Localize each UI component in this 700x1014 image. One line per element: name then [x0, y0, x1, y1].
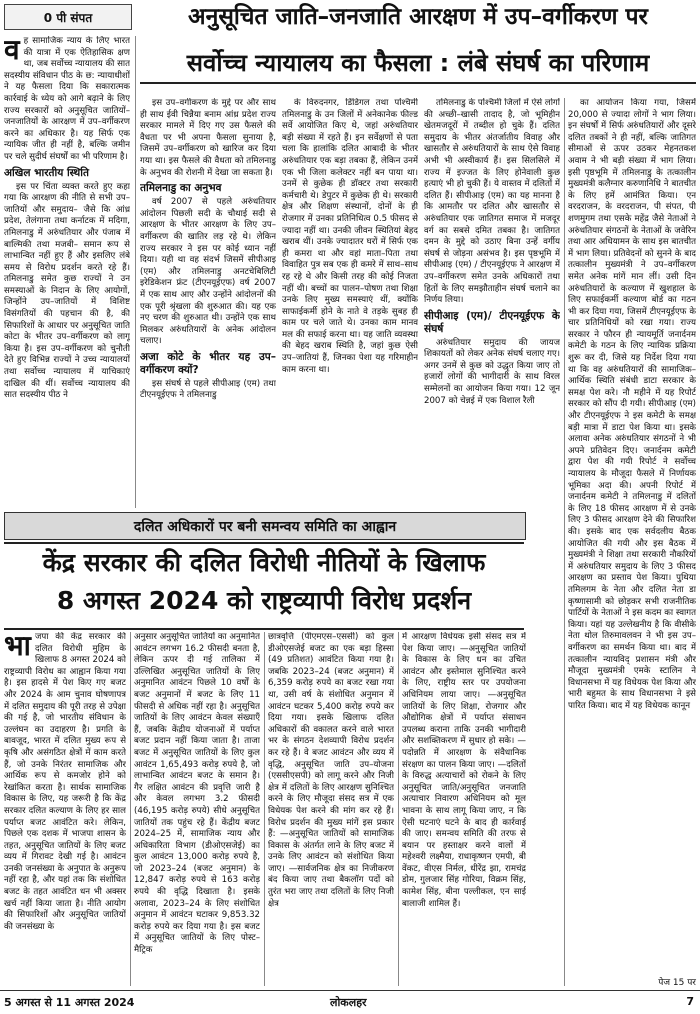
- article-subheading: सीपीआइ (एम)/ टीएनयूईएफ के संघर्ष: [424, 309, 560, 335]
- article-paragraph: वर्ष 2007 से पहले अरुंधतियार आंदोलन पिछली सदी के चौथाई सदी से आरक्षण के भीतर आरक्षण के लिए उप–वर्गीकरण की खातिर लड़ रहे थे। लेकिन राज्य सरकार ने इस पर कोई ध्यान नहीं दिया। यही था वह संदर्भ जिसमें सीपीआइ (एम) और तमिलनाडु अनटचेबिलिटी इरेडिकेशन फ्रंट (टीएनयूईएफ) वर्ष 2007 में एक साथ आए और उन्होंने आंदोलनों की एक पूरी श्रृंखला की शुरुआत की। यह एक नए चरण की शुरुआत थी। उन्होंने एक साथ मिलकर अरुंधतियारों के अनेक आंदोलन चलाए।: [140, 197, 276, 347]
- article-paragraph: अरुंधतियार समुदाय की जायज शिकायतों को लेकर अनेक संघर्ष चलाए गए। अगर उनमें से कुछ को उद्धृत किया जाए तो हजारों लोगों की भागीदारी के साथ विरल सम्मेलनों का आयोजन किया गया। 12 जून 2007 को चेन्नई में एक विशाल रैली: [424, 337, 560, 406]
- box-dropcap: भा: [4, 632, 31, 662]
- headline-line-1: अनुसूचित जाति–जनजाति आरक्षण में उप–वर्गीकरण पर: [188, 4, 648, 30]
- box-column-1: [4, 632, 126, 986]
- box-column-4: [402, 632, 526, 986]
- article-paragraph: इस पर चिंता व्यक्त करते हुए कहा गया कि आरक्षण की नीति से सभी उप–जातियों और समुदाय– जैसे कि आंध्र प्रदेश, तेलंगाना तथा कर्नाटक में मदिगा, तमिलनाडु में अरुंधतियार और पंजाब में बाल्मिकी तथा मजबी– समान रूप से लाभान्वित नहीं हुए हैं और इसलिए लंबे समय से विरोध प्रदर्शन करते रहे हैं। तमिलनाडु समेत कुछ राज्यों ने उन समस्याओं के निदान के लिए आयोगों, जिन्होंने उप–जातियों में विशिष्ट विसंगतियों की पहचान की है, की सिफारिशों के आधार पर अनुसूचित जाति कोटा के भीतर उप–वर्गीकरण को लागू किया है। इस उप–वर्गीकरण को चुनौती देते हुए विभिन्न राज्यों ने उच्च न्यायालयों तथा सर्वोच्च न्यायालय में याचिकाएं दाखिल की थीं। सर्वोच्च न्यायालय की सात सदस्यीय पीठ ने: [4, 181, 130, 401]
- box-paragraph: में आरक्षण विधेयक इसी संसद सत्र में पेश किया जाए। —अनुसूचित जातियों के विकास के लिए धन का उचित आवंटन और इस्तेमाल सुनिश्चित करने के लिए, राष्ट्रीय स्तर पर उपयोजना अधिनियम लाया जाए। —अनुसूचित जातियों के लिए शिक्षा, रोजगार और औद्योगिक क्षेत्रों में पर्याप्त संसाधन उपलब्ध कराना ताकि उनकी भागीदारी और सशक्तिकरण में सुधार हो सके। —पदोन्नति में आरक्षण के संवैधानिक संरक्षण का पालन किया जाए। —दलितों के विरुद्ध अत्याचारों को रोकने के लिए अनुसूचित जाति/अनुसूचित जनजाति अत्याचार निवारण अधिनियम को मूल भावना के साथ लागू किया जाए, न कि ऐसी घटनाएं घटने के बाद ही कार्रवाई की जाए। समन्वय समिति की तरफ से बयान पर हस्ताक्षर करने वालों में महेश्वरी लक्ष्मैया, राधाकृष्णन एमपी, बी वेंकट, वीएस निर्मल, धीरेंद्र झा, रामचंद्र डोम, गुलजार सिंह गोरिया, विक्रम सिंह, कामेश सिंह, बीना पल्लीकल, एन साई बालाजी शामिल हैं।: [402, 632, 526, 909]
- article-paragraph: तमिलनाडु के पश्चिमी जिलों में ऐसे लोगों की अच्छी–खासी तादाद है, जो भूमिहीन खेतमजदूरों में तब्दील हो चुके हैं। दलित समुदाय के भीतर अंतर्जातीय विवाह और खासतौर से अरुंधतियारों के साथ ऐसे विवाह अभी भी अस्वीकार्य हैं। इस सिलसिले में राज्य में इज्जत के लिए होनेवाली कुछ हत्याएं भी हो चुकी हैं। ये वास्तव में दलितों में दलित हैं। सीपीआइ (एम) का यह मानना है कि आमतौर पर दलित और खासतौर से अरुंधतियार एक जातिगत समाज में मजदूर वर्ग का सबसे दमित तबका है। जातिगत दमन के मुद्दे को उठाए बिना उन्हें वर्गीय संघर्ष से जोड़ना असंभव है। इस पृष्ठभूमि में सीपीआइ (एम) / टीएनयूईएफ ने आरक्षण में उप–वर्गीकरण समेत उनके अधिकारों तथा हितों के लिए समझौताहीन संघर्ष चलाने का निर्णय लिया।: [424, 98, 560, 306]
- article-paragraph: इस संघर्ष से पहले सीपीआइ (एम) तथा टीएनयूईएफ ने तमिलनाडु: [140, 378, 276, 401]
- box-paragraph: छात्रवृत्ति (पीएमएस–एससी) को कुल डीओएसजेई बजट का एक बड़ा हिस्सा (49 प्रतिशत) आवंटित किया गया है। जबकि 2023–24 (बजट अनुमान) में 6,359 करोड़ रुपये का बजट रखा गया था, उसी वर्ष के संशोधित अनुमान में आवंटन घटकर 5,400 करोड़ रुपये कर दिया गया। इसके खिलाफ दलित अधिकारों की वकालत करने वाले भारत भर के संगठन देशव्यापी विरोध प्रदर्शन कर रहे हैं। वे बजट आवंटन और व्यय में वृद्धि, अनुसूचित जाति उप–योजना (एससीएसपी) को लागू करने और निजी क्षेत्र में दलितों के लिए आरक्षण सुनिश्चित करने के लिए मौजूदा संसद सत्र में एक विधेयक पेश करने की मांग कर रहे हैं। विरोध प्रदर्शन की मुख्य मांगें इस प्रकार हैं: —अनुसूचित जातियों को सामाजिक विकास के अंतर्गत लाने के लिए बजट में उनके लिए आवंटन को संशोधित किया जाए। —सार्वजनिक क्षेत्र का निजीकरण बंद किया जाए तथा बैकलॉग पदों को तुरंत भरा जाए तथा दलितों के लिए निजी क्षेत्र: [268, 632, 394, 909]
- article-paragraph: का आयोजन किया गया, जिसमें 20,000 से ज्यादा लोगों ने भाग लिया। इन संघर्षों में सिर्फ अरुंधतियारों और दूसरे दलित तबकों ने ही नहीं, बल्कि जातिगत सीमाओं से ऊपर उठकर मेहनतकश अवाम ने भी बड़ी संख्या में भाग लिया। इसी पृष्ठभूमि में तमिलनाडु के तत्कालीन मुख्यमंत्री कलैग्नार करुणानिधि ने बातचीत के लिए हमें आमंत्रित किया। एन वरदराजन, के वरदराजन, पी संपत, पी शणमुगम तथा एसके महेंद्र जैसे नेताओं ने अरुंधतियार संगठनों के नेताओं के जवेरिन तथा आर अधियामन के साथ इस बातचीत में भाग लिया। प्रतिवेदनों को सुनने के बाद तत्कालीन मुख्यमंत्री ने उप–वर्गीकरण समेत अनेक मांगें मान लीं। उसी दिन अरुंधतियारों के कल्याण में खुशहाल के लिए सफाईकर्मी कल्याण बोर्ड का गठन भी कर दिया गया, जिसमें टीएनयूईएफ के चार प्रतिनिधियों को रखा गया। राज्य सरकार ने फौरन ही न्यायमूर्ति जनार्दनम कमेटी के गठन के लिए न्यायिक प्रक्रिया शुरू कर दी, जिसे यह निर्देश दिया गया था कि वह अरुंधतियारों की सामाजिक–आर्थिक स्थिति संबंधी डाटा सरकार के समक्ष पेश करे। नौ महीने में यह रिपोर्ट सरकार को सौंप दी गयी। सीपीआइ (एम) और टीएनयूईएफ ने इस कमेटी के समक्ष बड़ी मात्रा में डाटा पेश किया था। इसके अलावा अनेक अरुंधतियार संगठनों ने भी अपने प्रतिवेदन दिए। जनार्दनम कमेटी द्वारा पेश की गयी रिपोर्ट ने सर्वोच्च न्यायालय के मौजूदा फैसले में निर्णायक भूमिका अदा की। अपनी रिपोर्ट में जनार्दनम कमेटी ने तमिलनाडु में दलितों के लिए 18 फीसद आरक्षण में से उनके लिए 3 फीसद आरक्षण देने की सिफारिश की। इसके बाद एक सर्वदलीय बैठक आयोजित की गयी और इस बैठक में मुख्यमंत्री ने शिक्षा तथा सरकारी नौकरियों में अरुंधतियार समुदाय के लिए 3 फीसद आरक्षण का प्रस्ताव पेश किया। पुथिया तमिलगम के नेता और दलित नेता डा कृष्णासामी को छोड़कर सभी राजनीतिक पार्टियों के नेताओं ने इस कदम का स्वागत किया। यहां यह उल्लेखनीय है कि वीसीके नेता थोल तिरुमावलवन ने भी इस उप–वर्गीकरण का समर्थन किया था। बाद में तत्कालीन न्यायविद् प्रशासन मंत्री और मौजूदा मुख्यमंत्री एमके स्टालिन ने विधानसभा में यह विधेयक पेश किया और भारी बहुमत के साथ विधानसभा ने इसे पारित किया। बाद में यह विधेयक कानून: [568, 98, 696, 711]
- article-column-1: [4, 36, 130, 508]
- column-divider: [398, 632, 399, 986]
- article-intro: ह सामाजिक न्याय के लिए भारत की यात्रा में एक ऐतिहासिक क्षण था, जब सर्वोच्च न्यायालय की सात सदस्यीय संविधान पीठ के छ: न्यायाधीशों ने यह फैसला दिया कि सकारात्मक कार्रवाई के ध्येय को आगे बढ़ाने के लिए राज्य सरकारों को अनुसूचित जातियों–जनजातियों के आरक्षण में उप–वर्गीकरण करने का अधिकार है। यह सिर्फ एक न्यायिक जीत ही नहीं है, बल्कि जमीन पर चले सुदीर्घ संघर्षों का भी परिणाम है।: [4, 36, 130, 162]
- article-column-2: [140, 98, 276, 508]
- column-divider: [564, 98, 565, 986]
- article-column-5: [568, 98, 696, 974]
- article-subheading: तमिलनाडु का अनुभव: [140, 182, 222, 195]
- box-title-line-1: केंद्र सरकार की दलित विरोधी नीतियों के खिलाफ: [42, 548, 486, 577]
- section-author-tag: 0 पी संपत: [4, 4, 132, 30]
- article-subheading: अजा कोटे के भीतर यह उप–वर्गीकरण क्यों?: [140, 350, 276, 376]
- box-column-3: [268, 632, 394, 986]
- column-divider: [130, 632, 131, 986]
- footer-date: 5 अगस्त से 11 अगस्त 2024: [4, 996, 135, 1009]
- box-title: [4, 542, 524, 630]
- article-dropcap: व: [4, 36, 20, 66]
- article-column-3: [282, 98, 418, 508]
- box-header: दलित अधिकारों पर बनी समन्वय समिति का आह्वान: [4, 512, 526, 540]
- headline-line-2: सर्वोच्च न्यायालय का फैसला : लंबे संघर्ष का परिणाम: [140, 48, 696, 84]
- box-paragraph: अनुसार अनुसूचित जातियों का अनुमानित आवंटन लगभग 16.2 फीसदी बनता है, लेकिन ऊपर दी गई तालिका में उल्लिखित अनुसूचित जातियों के लिए अनुमानित आवंटन पिछले 10 वर्षों के बजट अनुमानों में बजट के लिए 11 फीसदी से अधिक नहीं रहा है। अनुसूचित जातियों के लिए आवंटन केवल संख्याएँ हैं, जबकि केंद्रीय योजनाओं में पर्याप्त बजट प्रदान नहीं किया जाता है। ताजा बजट में अनुसूचित जातियों के लिए कुल आवंटन 1,65,493 करोड़ रुपये है, जो लाभान्वित आवंटन बजट के समान है। गैर लक्षित आवंटन की प्रवृत्ति जारी है और केवल लगभग 3.2 फीसदी (46,195 करोड़ रुपये) सीधे अनुसूचित जातियों तक पहुंच रहे हैं। केंद्रीय बजट 2024–25 में, सामाजिक न्याय और अधिकारिता विभाग (डीओएसजेई) का कुल आवंटन 13,000 करोड़ रुपये है, जो 2023–24 (बजट अनुमान) के 12,847 करोड़ रुपये से 163 करोड़ रुपये की वृद्धि दिखाता है। इसके अलावा, 2023–24 के लिए संशोधित अनुमान में आवंटन घटाकर 9,853.32 करोड़ रुपये कर दिया गया है। इस बजट में अनुसूचित जातियों के लिए पोस्ट–मैट्रिक: [134, 632, 260, 956]
- article-column-4: [424, 98, 560, 508]
- box-paragraph: जपा की केंद्र सरकार की दलित विरोधी मुहिम के खिलाफ 8 अगस्त 2024 को राष्ट्रव्यापी विरोध का आह्वान किया गया है। इस हादसे में पेश किए गए बजट और 2024 के आम चुनाव घोषणापत्र में दलित समुदाय की पूरी तरह से उपेक्षा की गई है, जो भारतीय संविधान के उल्लंघन का उदाहरण है। प्रगति के बावजूद, भारत में दलित मुख्य रूप से कृषि और असंगठित क्षेत्रों में काम करते हैं, जो उनके निरंतर सामाजिक और आर्थिक रूप से कमजोर होने को रेखांकित करता है। सार्थक सामाजिक विकास के लिए, यह जरूरी है कि केंद्र सरकार दलित कल्याण के लिए हर साल पर्याप्त बजट आवंटित करे। लेकिन, पिछले एक दशक में भाजपा शासन के तहत, अनुसूचित जातियों के लिए बजट व्यय में गिरावट देखी गई है। आवंटन उनकी जनसंख्या के अनुपात के अनुरूप नहीं रहा है, और यहां तक कि संशोधित बजट के तहत आवंटित धन भी अक्सर खर्च नहीं किया जाता है। नीति आयोग की सिफारिशों और अनुसूचित जातियों की जनसंख्या के: [4, 632, 126, 932]
- footer-publication: लोकलहर: [330, 996, 367, 1009]
- footer-page-number: 7: [686, 995, 694, 1008]
- page-footer: [0, 990, 700, 1013]
- column-divider: [135, 36, 136, 508]
- box-title-line-2: 8 अगस्त 2024 को राष्ट्रव्यापी विरोध प्रदर्शन: [56, 586, 472, 615]
- article-paragraph: के विरुदनगर, डिंडिगल तथा पश्चिमी तमिलनाडु के उन जिलों में अनेकानेक फील्ड सर्वे आयोजित किए थे, जहां अरुंधतियार बड़ी संख्या में रहते हैं। इन सर्वेक्षणों से पता चला कि हालांकि दलित आबादी के भीतर अरुंधतियार एक बड़ा तबका हैं, लेकिन उनमें एक भी जिला कलेक्टर नहीं बन पाया था। उनमें से कुछेक ही डॉक्टर तथा सरकारी कर्मचारी थे। डेपुटर में कुछेक ही थे। सरकारी क्षेत्र और शिक्षण संस्थानों, दोनों के ही रोजगार में उनका प्रतिनिधित्व 0.5 फीसद से ज्यादा नहीं था। उनकी जीवन स्थितियां बेहद खराब थीं। उनके ज्यादातर घरों में सिर्फ एक ही कमरा था और वहां माता–पिता तथा विवाहित पुत्र सब एक ही कमरे में साथ–साथ रह रहे थे और किसी तरह की कोई निजता नहीं थी। बच्चों का पालन–पोषण तथा शिक्षा उनके लिए मुख्य समस्याएं थीं, क्योंकि साफाईकर्मी होने के नाते वे तड़के सुबह ही काम पर चले जाते थे। उनका काम मानव मल की सफाई करना था। यह जाति व्यवस्था की बेहद खराब स्थिति है, जहां कुछ ऐसी उप–जातियां हैं, जिनका पेशा यह गरिमाहीन काम करना था।: [282, 98, 418, 375]
- box-column-2: [134, 632, 260, 986]
- article-subheading: अखिल भारतीय स्थिति: [4, 166, 89, 179]
- article-paragraph: इस उप–वर्गीकरण के मुद्दे पर और साथ ही साथ ईवी चिन्नैया बनाम आंध्र प्रदेश राज्य सरकार मामले में दिए गए उस फैसले की वैधता पर भी अपना फैसला सुनाया है, जिसमें उप–वर्गीकरण को खारिज कर दिया गया था। इस फैसले की वैधता को तमिलनाडु के अनुभव की रोशनी में देखा जा सकता है।: [140, 98, 276, 178]
- continued-note: पेज 15 पर: [658, 978, 696, 988]
- column-divider: [264, 632, 265, 986]
